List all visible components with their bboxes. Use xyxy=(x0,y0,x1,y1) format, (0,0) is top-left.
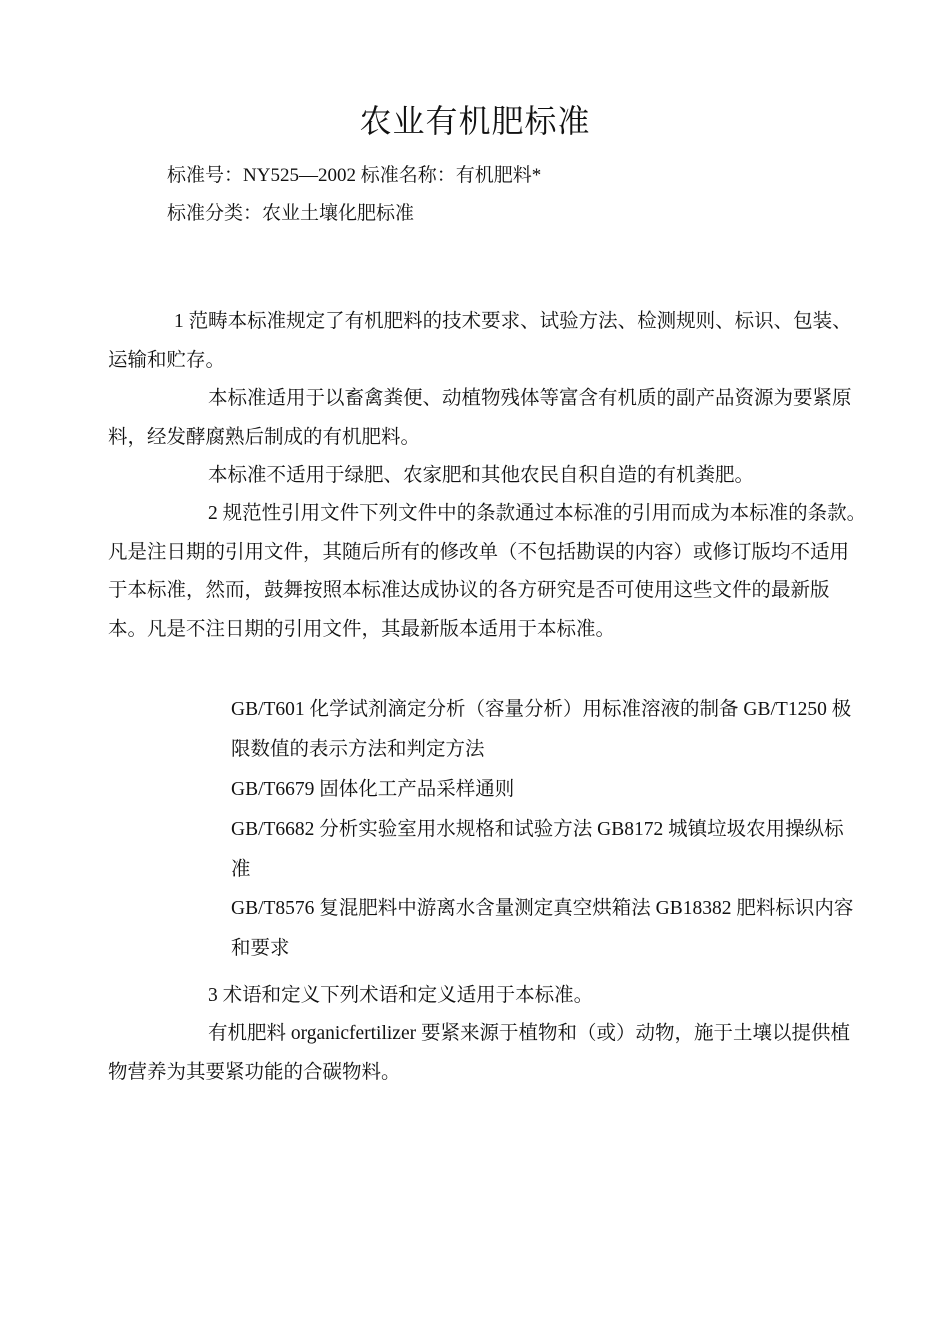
standard-category-line: 标准分类：农业土壤化肥标准 xyxy=(167,203,415,224)
paragraph-terms-heading: 3 术语和定义下列术语和定义适用于本标准。 xyxy=(208,985,594,1006)
standard-number-line: 标准号：NY525—2002 标准名称：有机肥料* xyxy=(167,165,542,186)
paragraph-scope: 1 范畴本标准规定了有机肥料的技术要求、试验方法、检测规则、标识、包装、运输和贮存。 xyxy=(108,311,852,371)
paragraph-normative-references: 2 规范性引用文件下列文件中的条款通过本标准的引用而成为本标准的条款。凡是注日期的引用文件，其随后所有的修改单（不包括勘误的内容）或修订版均不适用于本标准，然而，鼓舞按照本标准达成协议的各方研究是否可使用这些文件的最新版本。凡是不注日期的引用文件，其最新版本适用于本标准。 xyxy=(108,503,867,640)
reference-item: GB/T6679 固体化工产品采样通则 xyxy=(231,779,515,800)
paragraph-term-definition: 有机肥料 organicfertilizer 要紧来源于植物和（或）动物，施于土壤以提供植物营养为其要紧功能的合碳物料。 xyxy=(108,1023,850,1083)
reference-item: GB/T8576 复混肥料中游离水含量测定真空烘箱法 GB18382 肥料标识内容和要求 xyxy=(231,898,854,959)
document-title: 农业有机肥标准 xyxy=(359,103,591,139)
reference-item: GB/T601 化学试剂滴定分析（容量分析）用标准溶液的制备 GB/T1250 极限数值的表示方法和判定方法 xyxy=(231,699,852,760)
reference-item: GB/T6682 分析实验室用水规格和试验方法 GB8172 城镇垃圾农用操纵标准 xyxy=(231,819,844,880)
paragraph-exclusion: 本标准不适用于绿肥、农家肥和其他农民自积自造的有机粪肥。 xyxy=(208,465,755,486)
paragraph-applicability: 本标准适用于以畜禽粪便、动植物残体等富含有机质的副产品资源为要紧原料，经发酵腐熟后制成的有机肥料。 xyxy=(108,388,852,448)
